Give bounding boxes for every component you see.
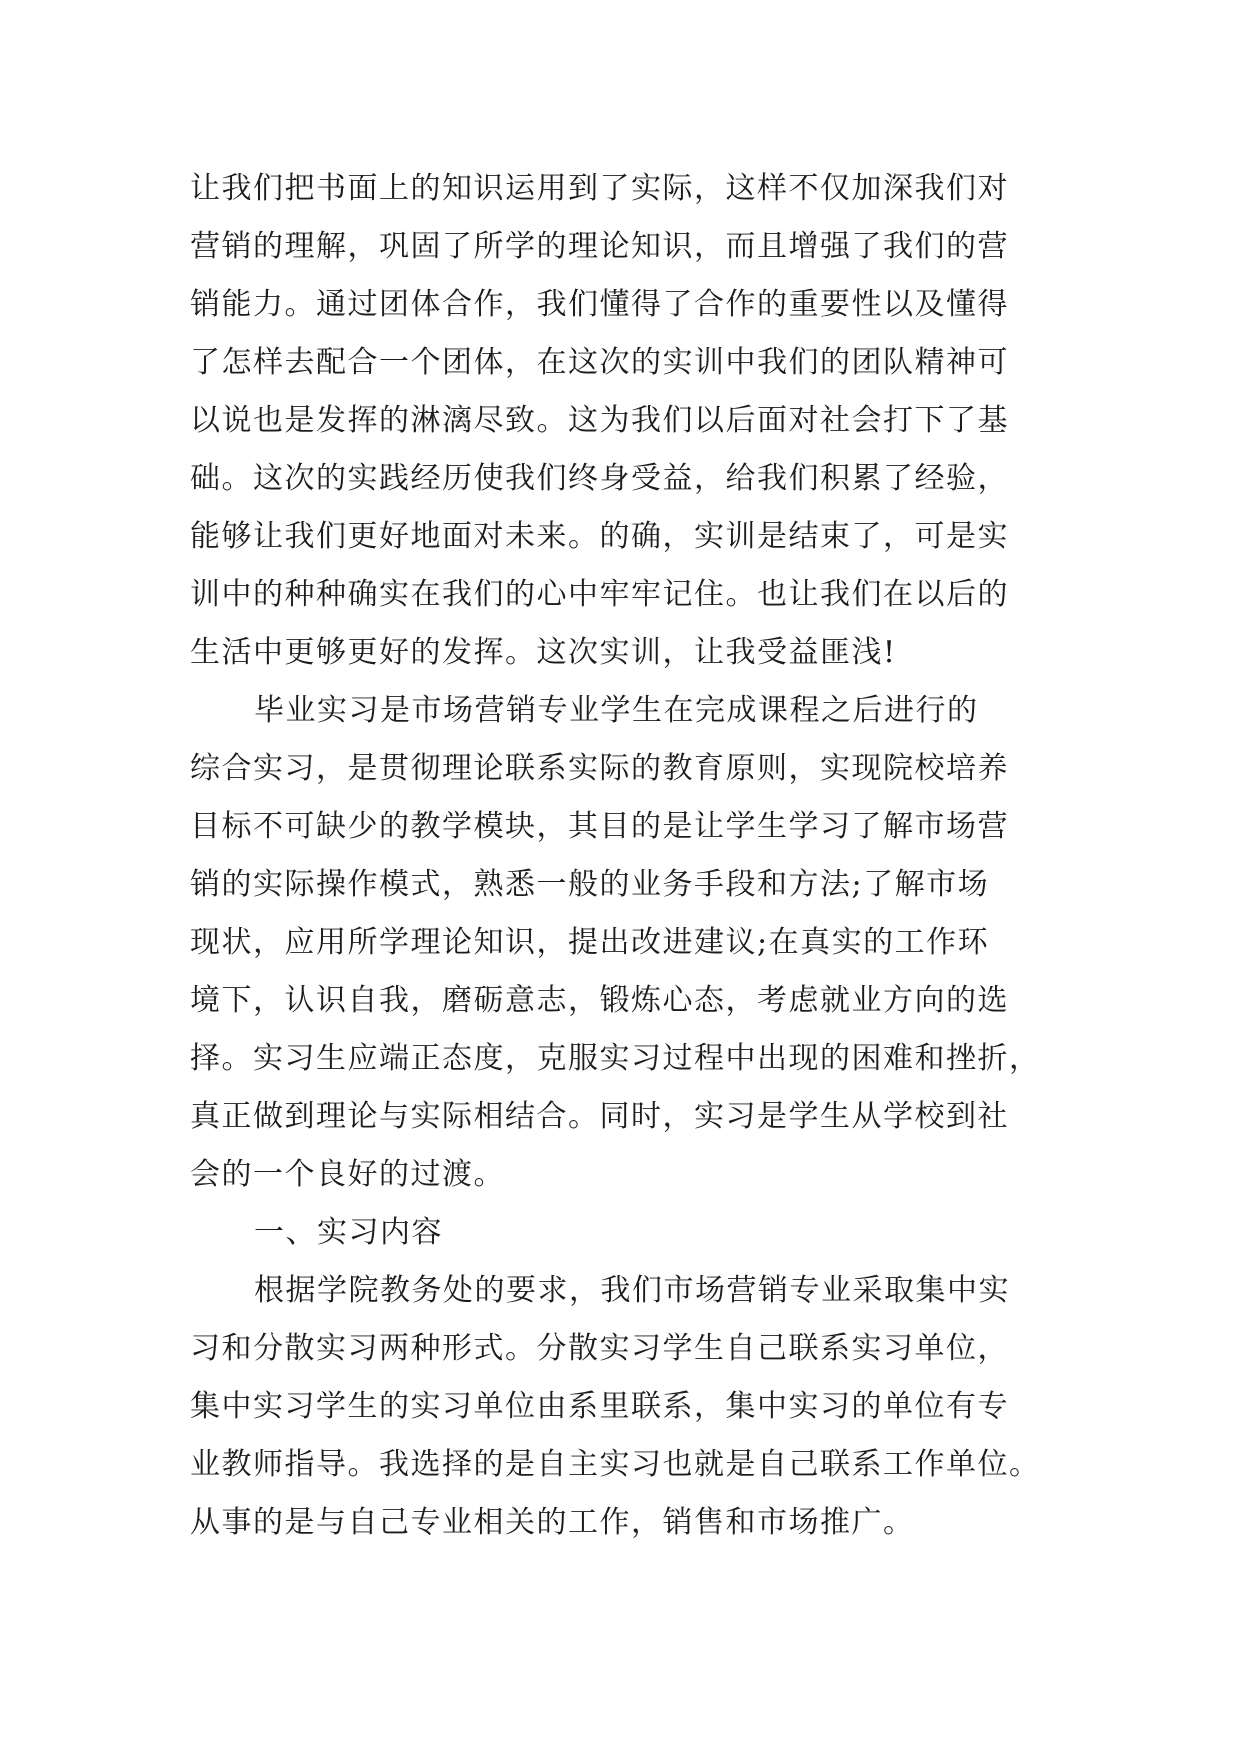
paragraph-line: 生活中更够更好的发挥。这次实训，让我受益匪浅! (190, 635, 897, 670)
paragraph-line: 业教师指导。我选择的是自主实习也就是自己联系工作单位。 (190, 1447, 1041, 1482)
paragraph-line: 以说也是发挥的淋漓尽致。这为我们以后面对社会打下了基 (190, 403, 1009, 438)
section-heading: 一、实习内容 (254, 1215, 443, 1250)
paragraph-continuation (190, 160, 1060, 682)
paragraph-line: 目标不可缺少的教学模块，其目的是让学生学习了解市场营 (190, 809, 1009, 844)
paragraph-line: 从事的是与自己专业相关的工作，销售和市场推广。 (190, 1505, 915, 1540)
paragraph-line: 营销的理解，巩固了所学的理论知识，而且增强了我们的营 (190, 229, 1009, 264)
section-heading-block (190, 1204, 1060, 1262)
paragraph-internship-intro (190, 682, 1060, 1204)
paragraph-line: 习和分散实习两种形式。分散实习学生自己联系实习单位， (190, 1331, 1009, 1366)
paragraph-line: 现状，应用所学理论知识，提出改进建议;在真实的工作环 (190, 925, 990, 960)
paragraph-line: 能够让我们更好地面对未来。的确，实训是结束了，可是实 (190, 519, 1009, 554)
paragraph-line: 集中实习学生的实习单位由系里联系，集中实习的单位有专 (190, 1389, 1009, 1424)
paragraph-line: 让我们把书面上的知识运用到了实际，这样不仅加深我们对 (190, 171, 1009, 206)
paragraph-line: 了怎样去配合一个团体，在这次的实训中我们的团队精神可 (190, 345, 1009, 380)
paragraph-internship-content (190, 1262, 1060, 1552)
paragraph-line: 境下，认识自我，磨砺意志，锻炼心态，考虑就业方向的选 (190, 983, 1009, 1018)
paragraph-line: 销能力。通过团体合作，我们懂得了合作的重要性以及懂得 (190, 287, 1009, 322)
paragraph-line: 综合实习，是贯彻理论联系实际的教育原则，实现院校培养 (190, 751, 1009, 786)
paragraph-line: 毕业实习是市场营销专业学生在完成课程之后进行的 (254, 693, 979, 728)
paragraph-line: 会的一个良好的过渡。 (190, 1157, 505, 1192)
paragraph-line: 根据学院教务处的要求，我们市场营销专业采取集中实 (254, 1273, 1010, 1308)
paragraph-line: 销的实际操作模式，熟悉一般的业务手段和方法;了解市场 (190, 867, 990, 902)
paragraph-line: 础。这次的实践经历使我们终身受益，给我们积累了经验， (190, 461, 1009, 496)
paragraph-line: 真正做到理论与实际相结合。同时，实习是学生从学校到社 (190, 1099, 1009, 1134)
paragraph-line: 训中的种种确实在我们的心中牢牢记住。也让我们在以后的 (190, 577, 1009, 612)
paragraph-line: 择。实习生应端正态度，克服实习过程中出现的困难和挫折， (190, 1041, 1041, 1076)
